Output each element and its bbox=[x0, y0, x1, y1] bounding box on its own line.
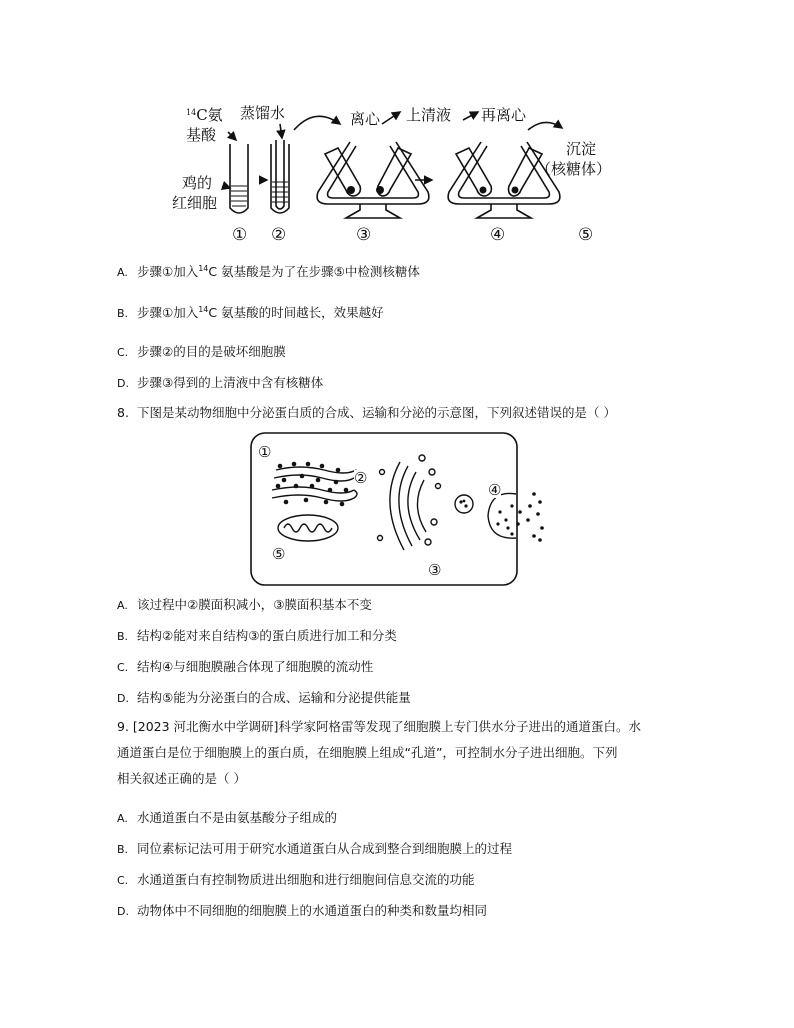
step-2-label: ② bbox=[271, 225, 287, 245]
fig2-label-3: ③ bbox=[428, 561, 442, 579]
option-text: 步骤②的目的是破坏细胞膜 bbox=[137, 344, 286, 359]
fig2-label-2: ② bbox=[354, 469, 368, 487]
centrifuge-label: 离心 bbox=[350, 110, 381, 128]
step-1-label: ① bbox=[232, 225, 248, 245]
isotope-superscript: 14 bbox=[186, 108, 197, 117]
centrifuge-1 bbox=[317, 142, 429, 204]
option-text: 结构⑤能为分泌蛋白的合成、运输和分泌提供能量 bbox=[137, 690, 411, 705]
recentrifuge-label: 再离心 bbox=[481, 106, 527, 124]
step-4-label: ④ bbox=[490, 225, 506, 245]
red-cells-label-line2: 红细胞 bbox=[172, 194, 218, 212]
q8-option-a[interactable] bbox=[117, 597, 372, 614]
distilled-water-label: 蒸馏水 bbox=[240, 104, 286, 122]
option-text: 步骤①加入 bbox=[137, 305, 199, 320]
option-letter: D. bbox=[117, 692, 129, 705]
option-text: 水通道蛋白不是由氨基酸分子组成的 bbox=[137, 810, 338, 825]
option-letter: D. bbox=[117, 905, 129, 918]
q7-option-b[interactable] bbox=[117, 305, 384, 322]
secreted-proteins bbox=[490, 488, 550, 548]
q7-option-a[interactable] bbox=[117, 264, 420, 281]
option-text: 动物体中不同细胞的细胞膜上的水通道蛋白的种类和数量均相同 bbox=[137, 903, 488, 918]
option-text: 步骤③得到的上清液中含有核糖体 bbox=[137, 375, 324, 390]
q8-option-b[interactable] bbox=[117, 628, 397, 645]
option-letter: B. bbox=[117, 307, 129, 320]
q9-stem-line2: 通道蛋白是位于细胞膜上的蛋白质，在细胞膜上组成“孔道”，可控制水分子进出细胞。下列 bbox=[117, 745, 618, 760]
option-text: 结构②能对来自结构③的蛋白质进行加工和分类 bbox=[137, 628, 397, 643]
test-tube-1 bbox=[230, 144, 248, 213]
q8-option-d[interactable] bbox=[117, 690, 411, 707]
step-3-label: ③ bbox=[356, 225, 372, 245]
q9-stem-line1: 9. [2023 河北衡水中学调研]科学家阿格雷等发现了细胞膜上专门供水分子进出的通道蛋白。水 bbox=[117, 719, 641, 734]
q8-stem bbox=[117, 405, 616, 421]
option-letter: C. bbox=[117, 874, 129, 887]
option-text: 步骤①加入 bbox=[137, 264, 199, 279]
q9-option-a[interactable] bbox=[117, 810, 337, 827]
option-letter: B. bbox=[117, 843, 129, 856]
step-5-label: ⑤ bbox=[578, 225, 594, 245]
q7-option-c[interactable] bbox=[117, 344, 286, 361]
q9-stem-line3: 相关叙述正确的是（ ） bbox=[117, 771, 246, 786]
amino-acid-label bbox=[186, 106, 223, 124]
option-sup: 14 bbox=[198, 305, 209, 314]
q7-option-d[interactable] bbox=[117, 375, 323, 392]
secretion-figure bbox=[250, 432, 518, 586]
fig2-label-4: ④ bbox=[488, 481, 502, 499]
amino-acid-label-line1: C氨 bbox=[196, 106, 223, 124]
option-letter: C. bbox=[117, 661, 129, 674]
question-text: 下图是某动物细胞中分泌蛋白质的合成、运输和分泌的示意图，下列叙述错误的是（ ） bbox=[137, 405, 616, 420]
test-tube-2 bbox=[271, 144, 289, 213]
option-sup: 14 bbox=[198, 264, 209, 273]
option-text: 结构④与细胞膜融合体现了细胞膜的流动性 bbox=[137, 659, 374, 674]
option-letter: C. bbox=[117, 346, 129, 359]
q9-stem bbox=[117, 714, 677, 792]
q9-option-d[interactable] bbox=[117, 903, 487, 920]
option-letter: A. bbox=[117, 266, 128, 279]
option-letter: A. bbox=[117, 599, 128, 612]
amino-acid-label-line2: 基酸 bbox=[186, 126, 217, 144]
option-letter: B. bbox=[117, 630, 129, 643]
option-text: 水通道蛋白有控制物质进出细胞和进行细胞间信息交流的功能 bbox=[137, 872, 475, 887]
precipitate-label-line2: （核糖体） bbox=[536, 160, 612, 178]
q9-option-b[interactable] bbox=[117, 841, 512, 858]
option-text: 同位素标记法可用于研究水通道蛋白从合成到整合到细胞膜上的过程 bbox=[137, 841, 513, 856]
precipitate-label-line1: 沉淀 bbox=[566, 140, 597, 158]
q8-option-c[interactable] bbox=[117, 659, 373, 676]
centrifugation-figure bbox=[170, 100, 640, 248]
supernatant-label: 上清液 bbox=[406, 106, 452, 124]
red-cells-label-line1: 鸡的 bbox=[182, 174, 213, 192]
fig2-label-1: ① bbox=[258, 443, 272, 461]
option-text: 该过程中②膜面积减小，③膜面积基本不变 bbox=[137, 597, 372, 612]
secretion-diagram bbox=[250, 432, 518, 586]
question-number: 8. bbox=[117, 405, 129, 420]
q9-option-c[interactable] bbox=[117, 872, 475, 889]
option-text-tail: C 氨基酸的时间越长，效果越好 bbox=[208, 305, 384, 320]
option-letter: D. bbox=[117, 377, 129, 390]
option-text-tail: C 氨基酸是为了在步骤⑤中检测核糖体 bbox=[208, 264, 420, 279]
fig2-label-5: ⑤ bbox=[272, 545, 286, 563]
option-letter: A. bbox=[117, 812, 128, 825]
